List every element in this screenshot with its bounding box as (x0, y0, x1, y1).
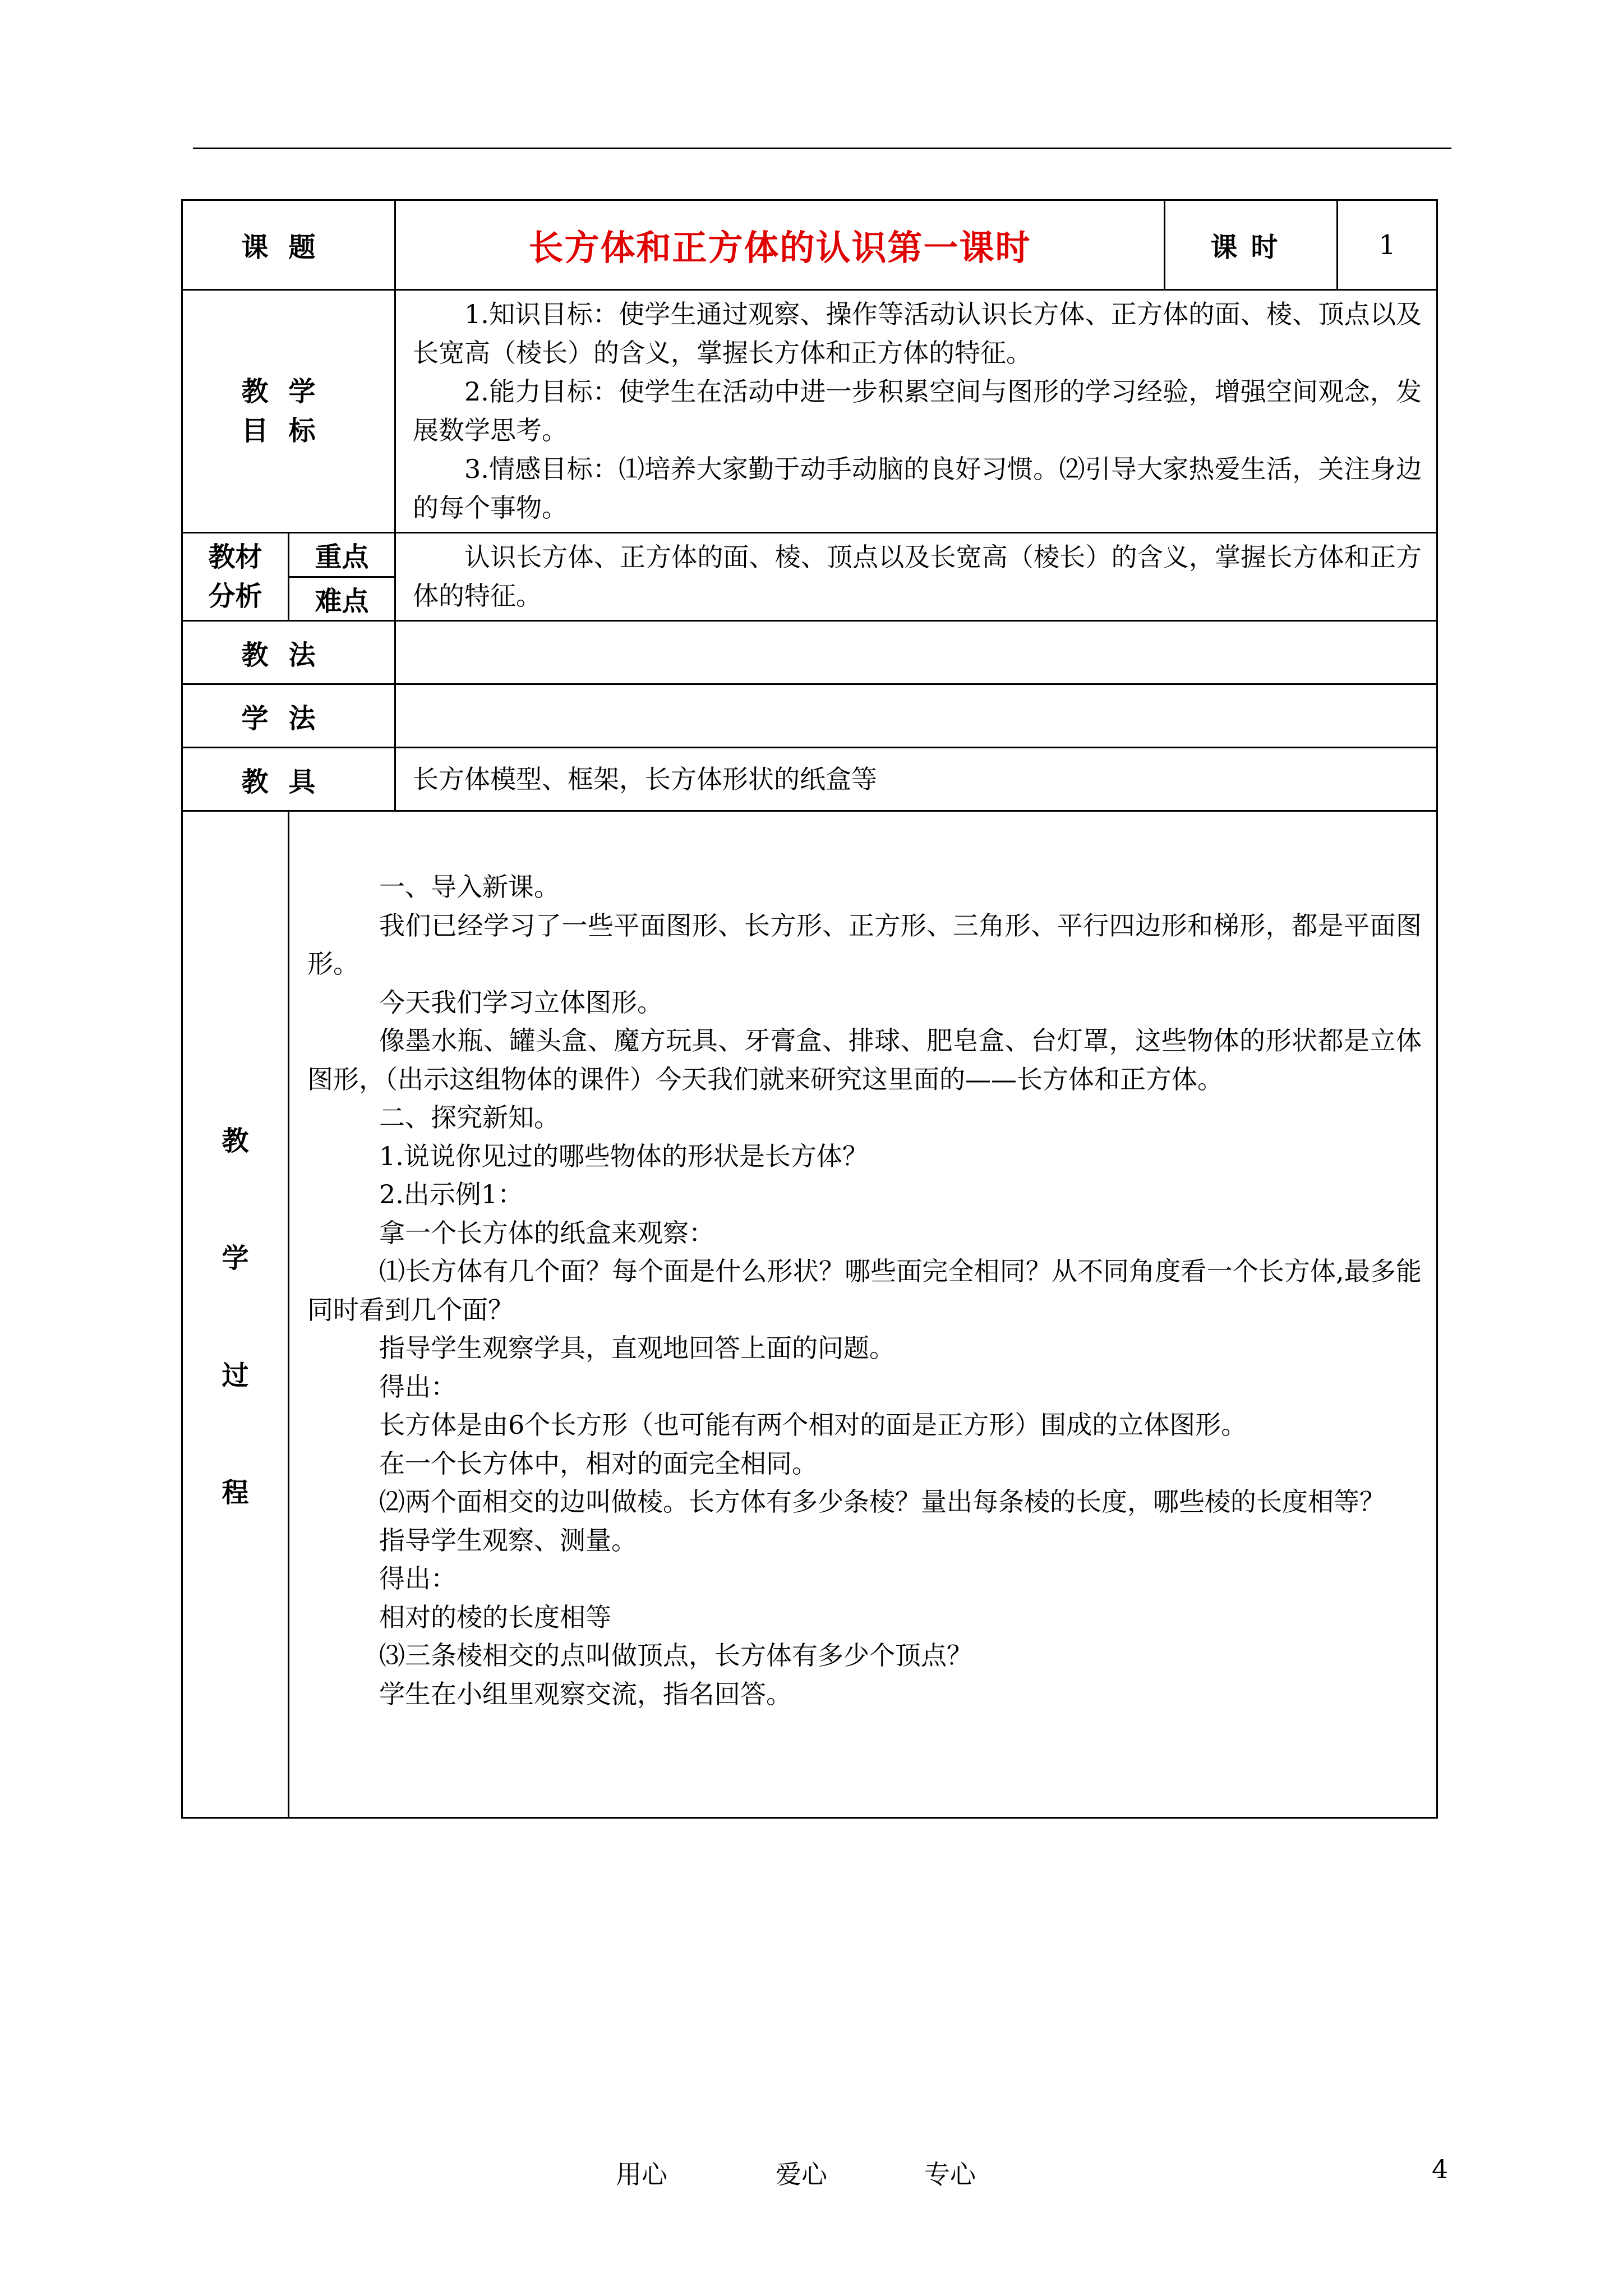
process-paragraph: 一、导入新课。 (379, 872, 560, 902)
process-paragraph: 得出： (379, 1371, 457, 1402)
material-label-line2: 分析 (208, 581, 262, 612)
objectives-label (182, 290, 395, 533)
material-label-line1: 教材 (208, 541, 262, 573)
key-point-row (182, 533, 1437, 577)
objectives-label-line1: 教学 (241, 376, 336, 407)
teaching-method-content (395, 621, 1437, 684)
footer-word-heart: 用心 (616, 2159, 667, 2189)
period-value: 1 (1338, 200, 1437, 290)
process-paragraph: 2.出示例1： (379, 1179, 524, 1209)
page-number: 4 (1432, 2154, 1449, 2184)
process-paragraph: 拿一个长方体的纸盒来观察： (379, 1217, 714, 1248)
topic-row (182, 200, 1437, 290)
footer-word-love: 爱心 (776, 2159, 827, 2189)
learning-method-content (395, 684, 1437, 748)
objective-emotion: 3.情感目标：⑴培养大家勤于动手动脑的良好习惯。⑵引导大家热爱生活，关注身边的每个事物。 (413, 454, 1422, 523)
process-paragraph: 二、探究新知。 (379, 1102, 560, 1133)
process-paragraph: 今天我们学习立体图形。 (379, 987, 663, 1018)
process-paragraph: 指导学生观察学具，直观地回答上面的问题。 (379, 1333, 895, 1363)
process-label-char-4: 程 (222, 1477, 249, 1508)
objectives-row (182, 290, 1437, 533)
process-paragraph: ⑴长方体有几个面？每个面是什么形状？哪些面完全相同？从不同角度看一个长方体,最多能同时看到几个面？ (307, 1256, 1422, 1325)
key-difficulty-content (395, 533, 1437, 621)
learning-method-row (182, 684, 1437, 748)
teaching-process-row (182, 811, 1437, 1818)
process-paragraph: 长方体是由6个长方形（也可能有两个相对的面是正方形）围成的立体图形。 (379, 1410, 1247, 1440)
footer-word-focus: 专心 (924, 2159, 976, 2189)
lesson-title: 长方体和正方体的认识第一课时 (395, 200, 1165, 290)
learning-method-label: 学法 (182, 684, 395, 748)
objectives-label-line2: 目标 (241, 415, 336, 447)
process-paragraph: 指导学生观察、测量。 (379, 1525, 637, 1556)
process-paragraph: 像墨水瓶、罐头盒、魔方玩具、牙膏盒、排球、肥皂盒、台灯罩，这些物体的形状都是立体图形，（出示这组物体的课件）今天我们就来研究这里面的——长方体和正方体。 (307, 1025, 1422, 1094)
teaching-process-content (289, 811, 1437, 1818)
process-paragraph: 在一个长方体中，相对的面完全相同。 (379, 1448, 818, 1479)
teaching-tools-row (182, 748, 1437, 811)
process-label-char-1: 教 (222, 1125, 249, 1157)
process-paragraph: ⑶三条棱相交的点叫做顶点，长方体有多少个顶点？ (379, 1640, 972, 1671)
teaching-method-row (182, 621, 1437, 684)
process-paragraph: 相对的棱的长度相等 (379, 1602, 611, 1632)
process-paragraph: ⑵两个面相交的边叫做棱。长方体有多少条棱？量出每条棱的长度，哪些棱的长度相等？ (379, 1487, 1385, 1517)
teaching-tools-label: 教具 (182, 748, 395, 811)
teaching-tools-content (395, 748, 1437, 811)
period-label: 课时 (1165, 200, 1338, 290)
teaching-tools-text: 长方体模型、框架，长方体形状的纸盒等 (413, 763, 878, 794)
process-label-char-3: 过 (222, 1360, 249, 1391)
key-difficulty-text: 认识长方体、正方体的面、棱、顶点以及长宽高（棱长）的含义，掌握长方体和正方体的特征。 (413, 542, 1422, 611)
objective-knowledge: 1.知识目标：使学生通过观察、操作等活动认识长方体、正方体的面、棱、顶点以及长宽高（棱长）的含义，掌握长方体和正方体的特征。 (413, 299, 1422, 368)
topic-label: 课题 (182, 200, 395, 290)
process-label-char-2: 学 (222, 1243, 249, 1274)
process-paragraph: 得出： (379, 1563, 457, 1594)
difficulty-label: 难点 (289, 577, 395, 621)
process-paragraph: 1.说说你见过的哪些物体的形状是长方体？ (379, 1140, 868, 1171)
process-paragraph: 学生在小组里观察交流，指名回答。 (379, 1678, 792, 1709)
process-paragraph: 我们已经学习了一些平面图形、长方形、正方形、三角形、平行四边形和梯形，都是平面图形。 (307, 910, 1422, 979)
header-rule (193, 148, 1451, 149)
objective-ability: 2.能力目标：使学生在活动中进一步积累空间与图形的学习经验，增强空间观念，发展数学思考。 (413, 376, 1422, 445)
material-analysis-label (182, 533, 289, 621)
objectives-content (395, 290, 1437, 533)
teaching-process-label (182, 811, 289, 1818)
lesson-plan-table (181, 199, 1438, 1819)
key-point-label: 重点 (289, 533, 395, 577)
teaching-method-label: 教法 (182, 621, 395, 684)
